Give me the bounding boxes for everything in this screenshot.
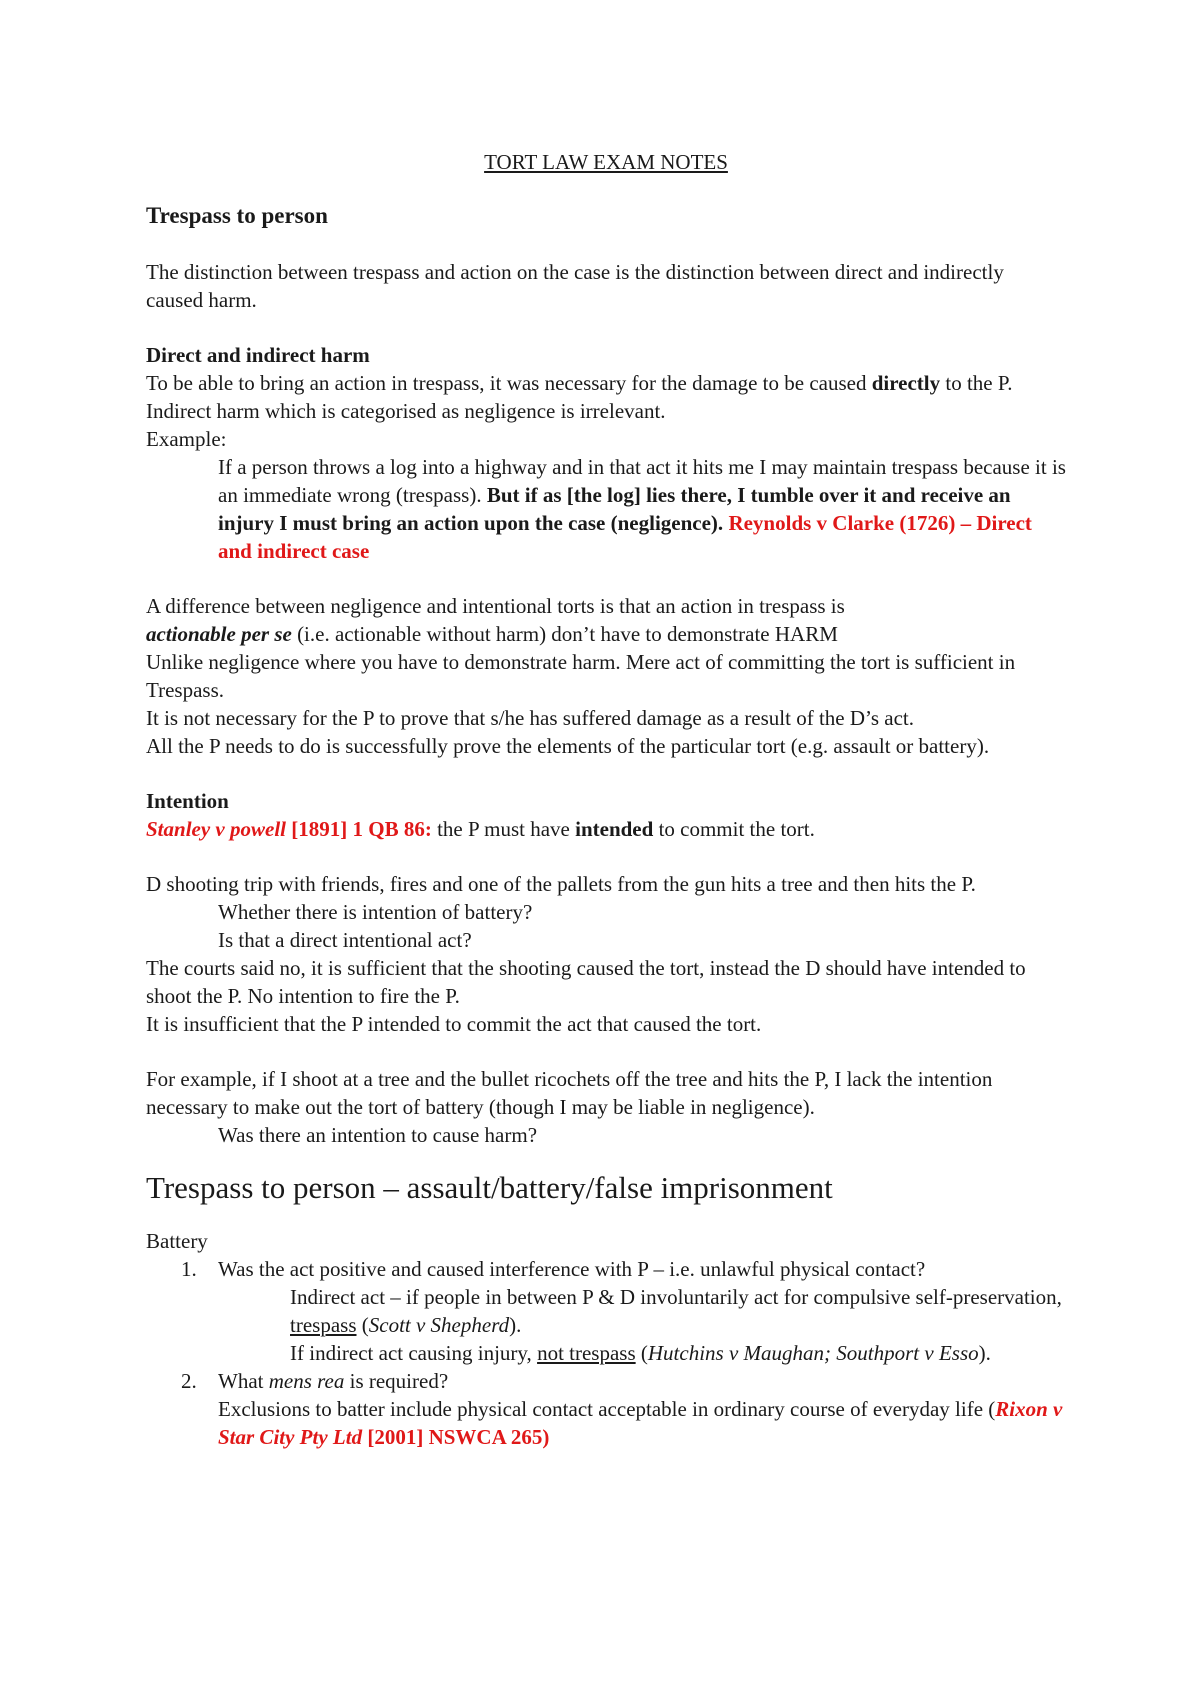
case-name-stanley: Stanley v powell (146, 817, 286, 841)
difference-line-4: It is not necessary for the P to prove that s/he has suffered damage as a result of the D’s act. (146, 706, 915, 730)
ricochet-example: For example, if I shoot at a tree and the bullet ricochets off the tree and hits the P, I lack the intention necessary to make out the tort of battery (though I may be liable in negligence). (146, 1067, 993, 1119)
case-hutchins-southport: Hutchins v Maughan; Southport v Esso (647, 1341, 979, 1365)
intro-paragraph: The distinction between trespass and action on the case is the distinction between direct and indirectly caused harm. (146, 260, 1004, 312)
question-direct-act: Is that a direct intentional act? (218, 928, 472, 952)
heading-assault-battery-false-imprisonment: Trespass to person – assault/battery/false imprisonment (146, 1170, 833, 1205)
exclusions-paragraph: Exclusions to batter include physical contact acceptable in ordinary course of everyday life (Rixon v Star City Pty Ltd [2001] NSWCA 265) (218, 1397, 1063, 1449)
difference-line-1: A difference between negligence and intentional torts is that an action in trespass is (146, 594, 845, 618)
example-bold-text: But if as [the log] lies there, I tumble over it and receive an injury I must bring an action upon the case (negligence). (218, 483, 1011, 535)
facts-paragraph: D shooting trip with friends, fires and one of the pallets from the gun hits a tree and then hits the P. (146, 872, 976, 896)
list-number: 2. (181, 1369, 197, 1393)
battery-list (146, 1255, 1066, 1451)
difference-line-2: actionable per se (i.e. actionable without harm) don’t have to demonstrate HARM (146, 622, 838, 646)
heading-trespass-to-person: Trespass to person (146, 203, 328, 228)
example-label: Example: (146, 427, 227, 451)
question-intention-harm: Was there an intention to cause harm? (218, 1123, 538, 1147)
heading-intention: Intention (146, 789, 229, 813)
case-reynolds-v-clarke: Reynolds v Clarke (1726) – Direct and indirect case (218, 511, 1032, 563)
heading-direct-indirect-harm: Direct and indirect harm (146, 343, 370, 367)
case-citation-stanley: [1891] 1 QB 86: (286, 817, 432, 841)
sub-point-not-trespass: If indirect act causing injury, not trespass (Hutchins v Maughan; Southport v Esso). (290, 1341, 991, 1365)
insufficient-paragraph: It is insufficient that the P intended to commit the act that caused the tort. (146, 1012, 762, 1036)
document-title: TORT LAW EXAM NOTES (484, 150, 728, 174)
question-battery: Whether there is intention of battery? (218, 900, 533, 924)
list-item: 2. What mens rea is required? Exclusions to batter include physical contact acceptable in ordinary course of everyday life (Rixon v Star City Pty Ltd [2001] NSWCA 265) (218, 1367, 1066, 1451)
case-stanley-v-powell: Stanley v powell [1891] 1 QB 86: the P must have intended to commit the tort. (146, 817, 815, 841)
difference-line-3: Unlike negligence where you have to demonstrate harm. Mere act of committing the tort is sufficient in Trespass. (146, 650, 1016, 702)
list-item: 1. Was the act positive and caused interference with P – i.e. unlawful physical contact? Indirect act – if people in between P & D involuntarily act for compulsive self-preservation, trespass (Scott v Shepherd). If indirect act causing injury, not trespass (Hutchins v Maughan; Southport v Esso). (218, 1255, 1066, 1367)
directly-emphasis: directly (871, 371, 941, 395)
sub-point-indirect-act: Indirect act – if people in between P & D involuntarily act for compulsive self-preservation, trespass (Scott v Shepherd). (290, 1285, 1062, 1337)
case-scott-v-shepherd: Scott v Shepherd (368, 1313, 510, 1337)
example-paragraph: If a person throws a log into a highway and in that act it hits me I may maintain trespass because it is an immediate wrong (trespass). But if as [the log] lies there, I tumble over it and receive an injury I must bring an action upon the case (negligence). Reynolds v Clarke (1726) – Direct and indirect case (218, 455, 1066, 563)
battery-label: Battery (146, 1229, 208, 1253)
court-holding: The courts said no, it is sufficient that the shooting caused the tort, instead the D should have intended to shoot the P. No intention to fire the P. (146, 956, 1026, 1008)
direct-harm-paragraph: To be able to bring an action in trespass, it was necessary for the damage to be caused directly to the P. Indirect harm which is categorised as negligence is irrelevant. (146, 371, 1013, 423)
case-rixon-v-star-city: Rixon v Star City Pty Ltd (218, 1397, 1063, 1449)
list-number: 1. (181, 1257, 197, 1281)
difference-line-5: All the P needs to do is successfully prove the elements of the particular tort (e.g. assault or battery). (146, 734, 990, 758)
document-page (146, 148, 1066, 1451)
actionable-per-se: actionable per se (146, 622, 292, 646)
